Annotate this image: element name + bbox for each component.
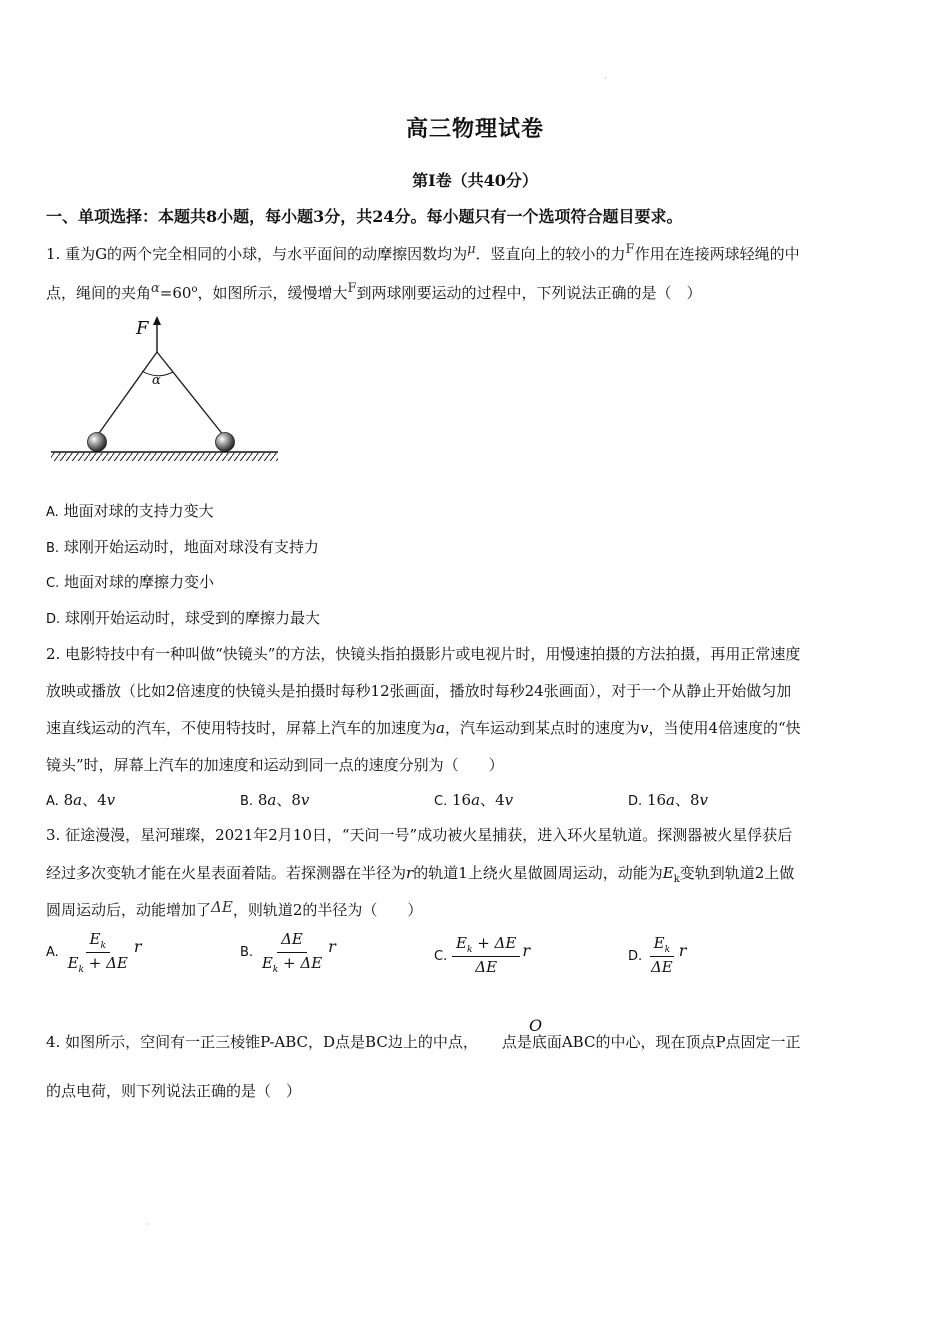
q2-line-4: 镜头”时，屏幕上汽车的加速度和运动到同一点的速度分别为（ ） [46, 756, 504, 774]
q2-option-c[interactable]: C. 16a、4v [434, 791, 514, 809]
q1-option-a[interactable]: A. 地面对球的支持力变大 [46, 502, 214, 520]
page-title: 高三物理试卷 [405, 116, 544, 142]
q1-option-c[interactable]: C. 地面对球的摩擦力变小 [46, 573, 215, 591]
alpha-symbol: α [151, 281, 160, 296]
force-arrowhead [153, 316, 161, 325]
q2-option-b[interactable]: B. 8a、8v [240, 791, 310, 809]
q2-line-3: 速直线运动的汽车，不使用特技时，屏幕上汽车的加速度为a，汽车运动到某点时的速度为v，当使用4倍速度的“快 [46, 719, 801, 737]
fraction: $\frac{E_k}{E_k + \Delta E}$ [67, 930, 128, 975]
q2-line-1: 2. 电影特技中有一种叫做“快镜头”的方法，快镜头指拍摄影片或电视片时，用慢速拍摄的方法拍摄，再用正常速度 [46, 645, 801, 663]
q1-figure [46, 312, 286, 467]
q3-option-d[interactable]: D. $\frac{E_k}{\Delta E}$ r [628, 934, 686, 979]
q3-option-b[interactable]: B. $\frac{\Delta E}{E_k + \Delta E}$ r [240, 930, 336, 975]
section-heading: 一、单项选择：本题共8小题，每小题3分，共24分。每小题只有一个选项符合题目要求。 [46, 207, 683, 226]
rope-right [157, 352, 224, 436]
q2-option-d[interactable]: D. 16a、8v [628, 791, 709, 809]
q1-option-d[interactable]: D. 球刚开始运动时，球受到的摩擦力最大 [46, 609, 320, 627]
page-subtitle: 第Ⅰ卷（共40分） [412, 171, 538, 190]
q3-line-2: 经过多次变轨才能在火星表面着陆。若探测器在半径为r的轨道1上绕火星做圆周运动，动能为$E_k$变轨到轨道2上做 [46, 864, 795, 885]
q1-option-b[interactable]: B. 球刚开始运动时，地面对球没有支持力 [46, 538, 319, 556]
q4-line-2: 的点电荷，则下列说法正确的是（ ） [46, 1082, 302, 1100]
q2-option-a[interactable]: A. 8a、4v [46, 791, 116, 809]
q3-line-3: 圆周运动后，动能增加了ΔE，则轨道2的半径为（ ） [46, 898, 423, 919]
q3-option-a[interactable]: A. $\frac{E_k}{E_k + \Delta E}$ r [46, 930, 142, 975]
q1-line-1: 1. 重为G的两个完全相同的小球，与水平面间的动摩擦因数均为μ．竖直向上的较小的力F作用在连接两球轻绳的中 [46, 242, 800, 263]
q1-line-2: 点，绳间的夹角$\alpha=60^o$，如图所示，缓慢增大F到两球刚要运动的过程中，下列说法正确的是（ ） [46, 281, 702, 302]
q3-option-c[interactable]: C. $\frac{E_k + \Delta E}{\Delta E}$ r [434, 934, 530, 979]
fraction: $\frac{E_k}{\Delta E}$ [650, 934, 673, 976]
delta-e-symbol: ΔE [211, 898, 233, 916]
ball-right [216, 433, 235, 452]
angle-label: α [152, 373, 161, 388]
rope-left [97, 352, 157, 436]
ground-hatching [51, 453, 278, 461]
fraction: $\frac{\Delta E}{E_k + \Delta E}$ [261, 930, 323, 975]
q2-line-2: 放映或播放（比如2倍速度的快镜头是拍摄时每秒12张画面，播放时每秒24张画面），对于一个从静止开始做匀加 [46, 682, 792, 700]
scan-dot-top: · [604, 74, 607, 83]
o-point-symbol: O [529, 1016, 543, 1035]
q4-line-1: 4. 如图所示，空间有一正三棱锥P-ABC，D点是BC边上的中点， 点是底面ABC的中心，现在顶点P点固定一正 [46, 1033, 801, 1051]
force-label: F [136, 318, 149, 339]
force-symbol: F [347, 281, 357, 296]
q3-line-1: 3. 征途漫漫，星河璀璨，2021年2月10日，“天问一号”成功被火星捕获，进入环火星轨道。探测器被火星俘获后 [46, 826, 793, 844]
scan-dot-bottom: · [146, 1220, 149, 1229]
fraction: $\frac{E_k + \Delta E}{\Delta E}$ [452, 934, 520, 979]
mu-symbol: μ [467, 242, 476, 257]
force-symbol: F [625, 242, 635, 257]
ball-left [88, 433, 107, 452]
